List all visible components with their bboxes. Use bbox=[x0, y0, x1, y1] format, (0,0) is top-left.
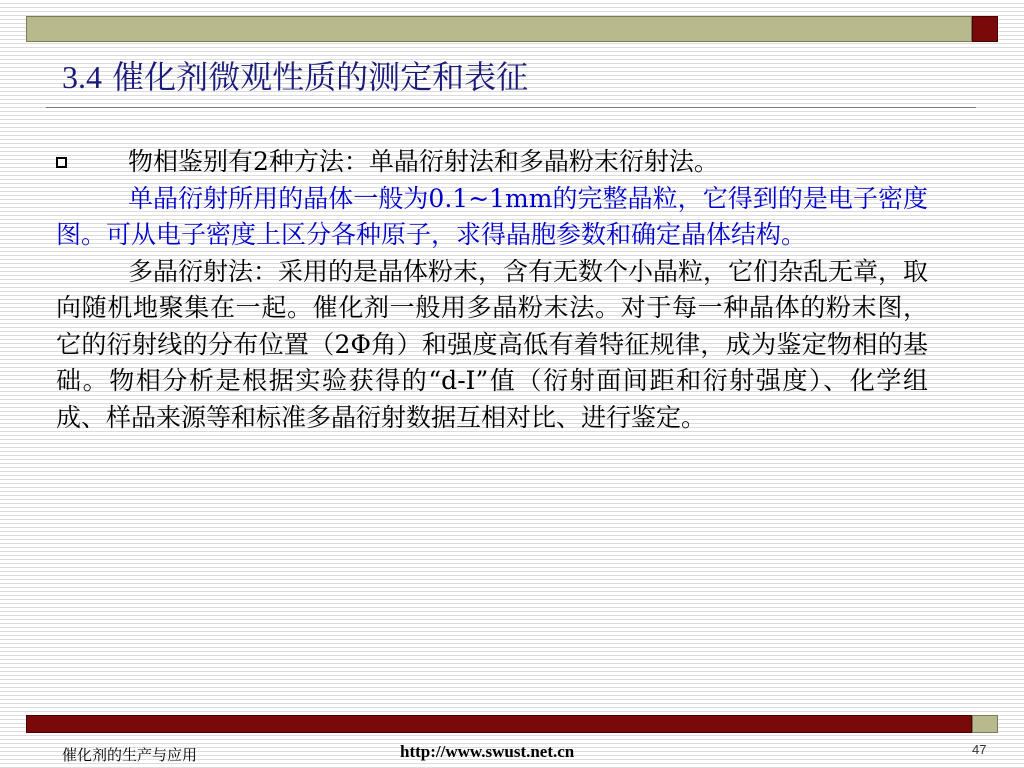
slide-title-text: 催化剂微观性质的测定和表征 bbox=[112, 58, 529, 96]
square-bullet-icon bbox=[56, 157, 67, 168]
top-decor-accent bbox=[972, 16, 998, 42]
paragraph-polycrystal: 多晶衍射法：采用的是晶体粉末，含有无数个小晶粒，它们杂乱无章，取向随机地聚集在一起。催化剂一般用多晶粉末法。对于每一种晶体的粉末图，它的衍射线的分布位置（2Φ角）和强度高低有着特征规律，成为鉴定物相的基础。物相分析是根据实验获得的“d-I”值（衍射面间距和衍射强度）、化学组成、样品来源等和标准多晶衍射数据互相对比、进行鉴定。 bbox=[56, 256, 929, 432]
paragraph-single-crystal: 单晶衍射所用的晶体一般为0.1~1mm的完整晶粒，它得到的是电子密度图。可从电子密度上区分各种原子，求得晶胞参数和确定晶体结构。 bbox=[56, 183, 928, 249]
slide-title bbox=[62, 52, 528, 98]
page-number: 47 bbox=[972, 742, 987, 757]
footer-course-name: 催化剂的生产与应用 bbox=[62, 746, 198, 764]
slide-title-number: 3.4 bbox=[62, 59, 102, 95]
footer-url: http://www.swust.net.cn bbox=[400, 742, 575, 761]
top-decor-bar bbox=[26, 16, 972, 42]
bullet-text: 物相鉴别有2种方法：单晶衍射法和多晶粉末衍射法。 bbox=[128, 147, 719, 176]
bottom-decor-accent bbox=[972, 715, 998, 733]
bullet-item bbox=[56, 144, 928, 181]
slide-body bbox=[56, 144, 928, 436]
bottom-decor-bar bbox=[26, 715, 972, 733]
title-divider bbox=[46, 107, 976, 108]
